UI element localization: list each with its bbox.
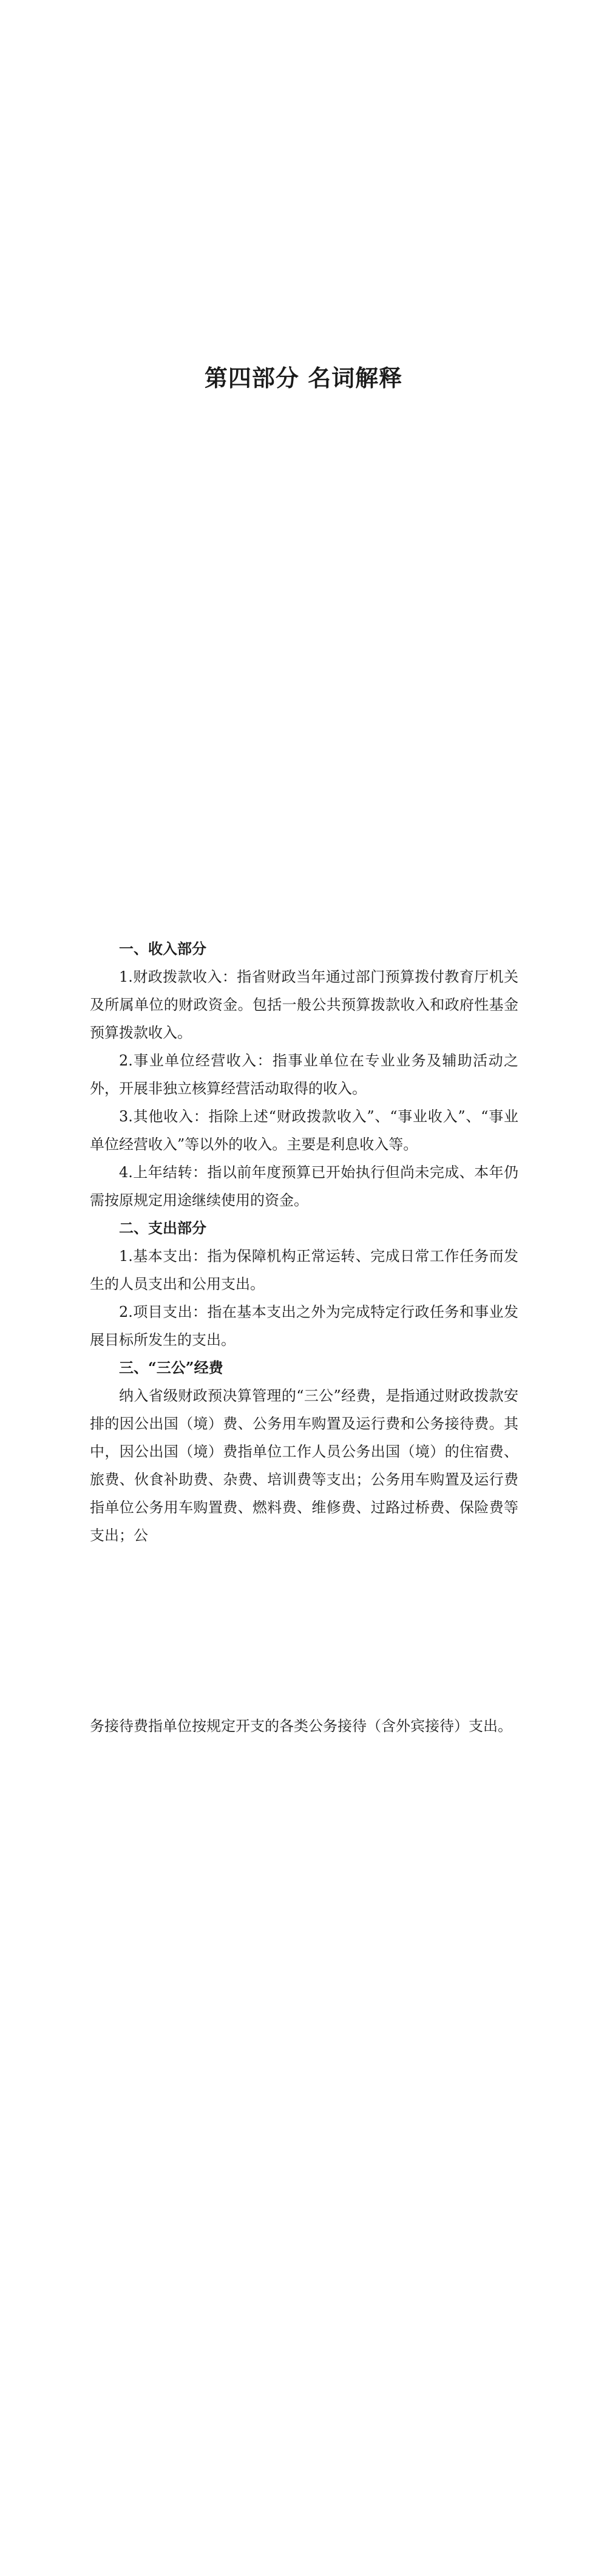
paragraph-other-income: 3.其他收入：指除上述“财政拨款收入”、“事业收入”、“事业单位经营收入”等以外的收入。主要是利息收入等。 [90, 1108, 518, 1153]
section-heading-income: 一、收入部分 [119, 940, 206, 957]
paragraph-project-expenditure: 2.项目支出：指在基本支出之外为完成特定行政任务和事业发展目标所发生的支出。 [90, 1303, 518, 1348]
glossary-body [90, 935, 518, 1549]
paragraph-fiscal-appropriation: 1.财政拨款收入：指省财政当年通过部门预算拨付教育厅机关及所属单位的财政资金。包括一般公共预算拨款收入和政府性基金预算拨款收入。 [90, 968, 518, 1041]
section-heading-three-public: 三、“三公”经费 [119, 1359, 223, 1376]
paragraph-continuation: 务接待费指单位按规定开支的各类公务接待（含外宾接待）支出。 [90, 1718, 512, 1735]
glossary-continuation [90, 1712, 518, 1740]
section-heading-expenditure: 二、支出部分 [119, 1219, 206, 1237]
paragraph-carryover: 4.上年结转：指以前年度预算已开始执行但尚未完成、本年仍需按原规定用途继续使用的资金。 [90, 1164, 518, 1209]
paragraph-three-public-definition: 纳入省级财政预决算管理的“三公”经费，是指通过财政拨款安排的因公出国（境）费、公务用车购置及运行费和公务接待费。其中，因公出国（境）费指单位工作人员公务出国（境）的住宿费、旅费、伙食补助费、杂费、培训费等支出；公务用车购置及运行费指单位公务用车购置费、燃料费、维修费、过路过桥费、保险费等支出；公 [90, 1387, 518, 1544]
paragraph-operating-income: 2.事业单位经营收入：指事业单位在专业业务及辅助活动之外，开展非独立核算经营活动取得的收入。 [90, 1052, 518, 1097]
paragraph-basic-expenditure: 1.基本支出：指为保障机构正常运转、完成日常工作任务而发生的人员支出和公用支出。 [90, 1248, 518, 1293]
page-title: 第四部分 名词解释 [204, 364, 403, 392]
